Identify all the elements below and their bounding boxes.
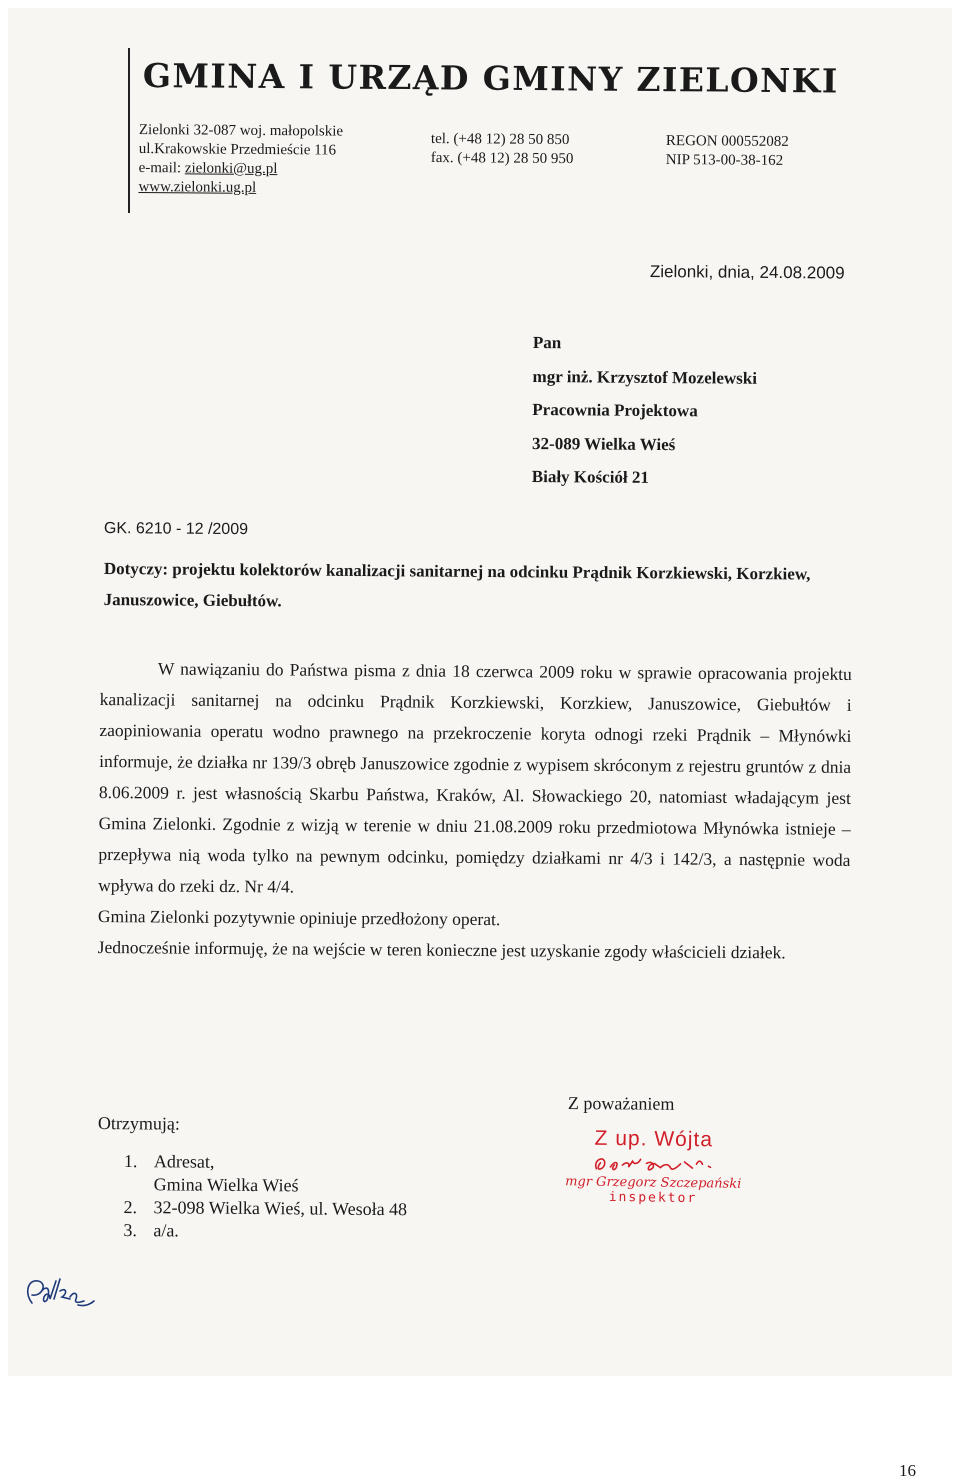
- recipient-company: Pracownia Projektowa: [532, 399, 698, 421]
- letterhead-title: GMINA I URZĄD GMINY ZIELONKI: [142, 56, 839, 101]
- recipient-address: [532, 326, 758, 495]
- list-number: 3.: [123, 1219, 137, 1241]
- address-line: ul.Krakowskie Przedmieście 116: [138, 140, 337, 159]
- handwritten-initials: [18, 1273, 98, 1313]
- stamp-title: Z up. Wójta: [594, 1126, 714, 1152]
- recipient-salutation: Pan: [532, 332, 562, 353]
- recipients-label: Otrzymują:: [97, 1113, 180, 1134]
- signatory-role: inspektor: [608, 1189, 698, 1207]
- website-link[interactable]: www.zielonki.ug.pl: [138, 178, 257, 196]
- recipient-street: Biały Kościół 21: [531, 466, 650, 487]
- address-line: Zielonki 32-087 woj. małopolskie: [138, 121, 344, 140]
- body-paragraph: W nawiązaniu do Państwa pisma z dnia 18 czerwca 2009 roku w sprawie opracowania projektu kanalizacji sanitarnej na odcinku Prądnik Korzkiewski, Korzkiew, Januszowice, Giebułtów i zaopiniowania operatu wodno prawnego na przekroczenie koryta odnogi rzeki Prądnik – Młynówki informuje, że działka nr 139/3 obręb Januszowice zgodnie z wypisem skróconym z rejestru gruntów z dnia 8.06.2009 r. jest własnością Skarbu Państwa, Kraków, Al. Słowackiego 20, natomiast władającym jest Gmina Zielonki. Zgodnie z wizją w terenie w dniu 21.08.2009 roku przedmiotowa Młynówka istnieje – przepływa nią woda tylko na pewnym odcinku, pomiędzy działkami nr 4/3 i 142/3, a następnie woda wpływa do rzeki dz. Nr 4/4.: [98, 658, 852, 897]
- email-link[interactable]: zielonki@ug.pl: [184, 160, 278, 178]
- list-text: Gmina Wielka Wieś: [153, 1174, 299, 1196]
- letterhead-registration: [666, 132, 789, 171]
- letterhead-contact: [431, 130, 574, 169]
- list-text: 32-098 Wielka Wieś, ul. Wesoła 48: [153, 1197, 408, 1220]
- letter-body: [98, 653, 852, 969]
- list-item: [123, 1219, 407, 1244]
- email-label: e-mail:: [138, 159, 185, 177]
- body-paragraph: Jednocześnie informuję, że na wejście w teren konieczne jest uzyskanie zgody właścicieli działek.: [97, 936, 786, 963]
- list-text: a/a.: [153, 1220, 179, 1241]
- page-number: 16: [899, 1461, 916, 1480]
- reference-number: GK. 6210 - 12 /2009: [103, 520, 249, 539]
- phone-number: tel. (+48 12) 28 50 850: [430, 130, 570, 149]
- recipients-list: [123, 1150, 407, 1244]
- body-paragraph: Gmina Zielonki pozytywnie opiniuje przedłożony operat.: [97, 905, 501, 930]
- list-item: [124, 1173, 408, 1198]
- header-divider: [128, 48, 130, 213]
- nip-number: NIP 513-00-38-162: [665, 151, 784, 169]
- list-item: [124, 1150, 408, 1175]
- regon-number: REGON 000552082: [665, 132, 789, 150]
- list-number: 2.: [123, 1196, 138, 1218]
- official-stamp: [543, 1126, 764, 1207]
- signatory-name: mgr Grzegorz Szczepański: [565, 1174, 742, 1192]
- letterhead-address: [138, 121, 343, 199]
- list-text: Adresat,: [153, 1151, 215, 1172]
- letter-date: Zielonki, dnia, 24.08.2009: [649, 262, 845, 283]
- scanned-letter: [8, 8, 952, 1376]
- email-line: [139, 159, 343, 180]
- letter-subject: Dotyczy: projektu kolektorów kanalizacji sanitarnej na odcinku Prądnik Korzkiewski, Korzkiew, Januszowice, Giebułtów.: [103, 558, 811, 611]
- list-number: 1.: [123, 1151, 138, 1172]
- list-item: [123, 1196, 407, 1221]
- fax-number: fax. (+48 12) 28 50 950: [430, 149, 574, 168]
- closing-phrase: Z poważaniem: [567, 1093, 675, 1114]
- recipient-city: 32-089 Wielka Wieś: [532, 433, 676, 454]
- recipient-name: mgr inż. Krzysztof Mozelewski: [532, 366, 758, 388]
